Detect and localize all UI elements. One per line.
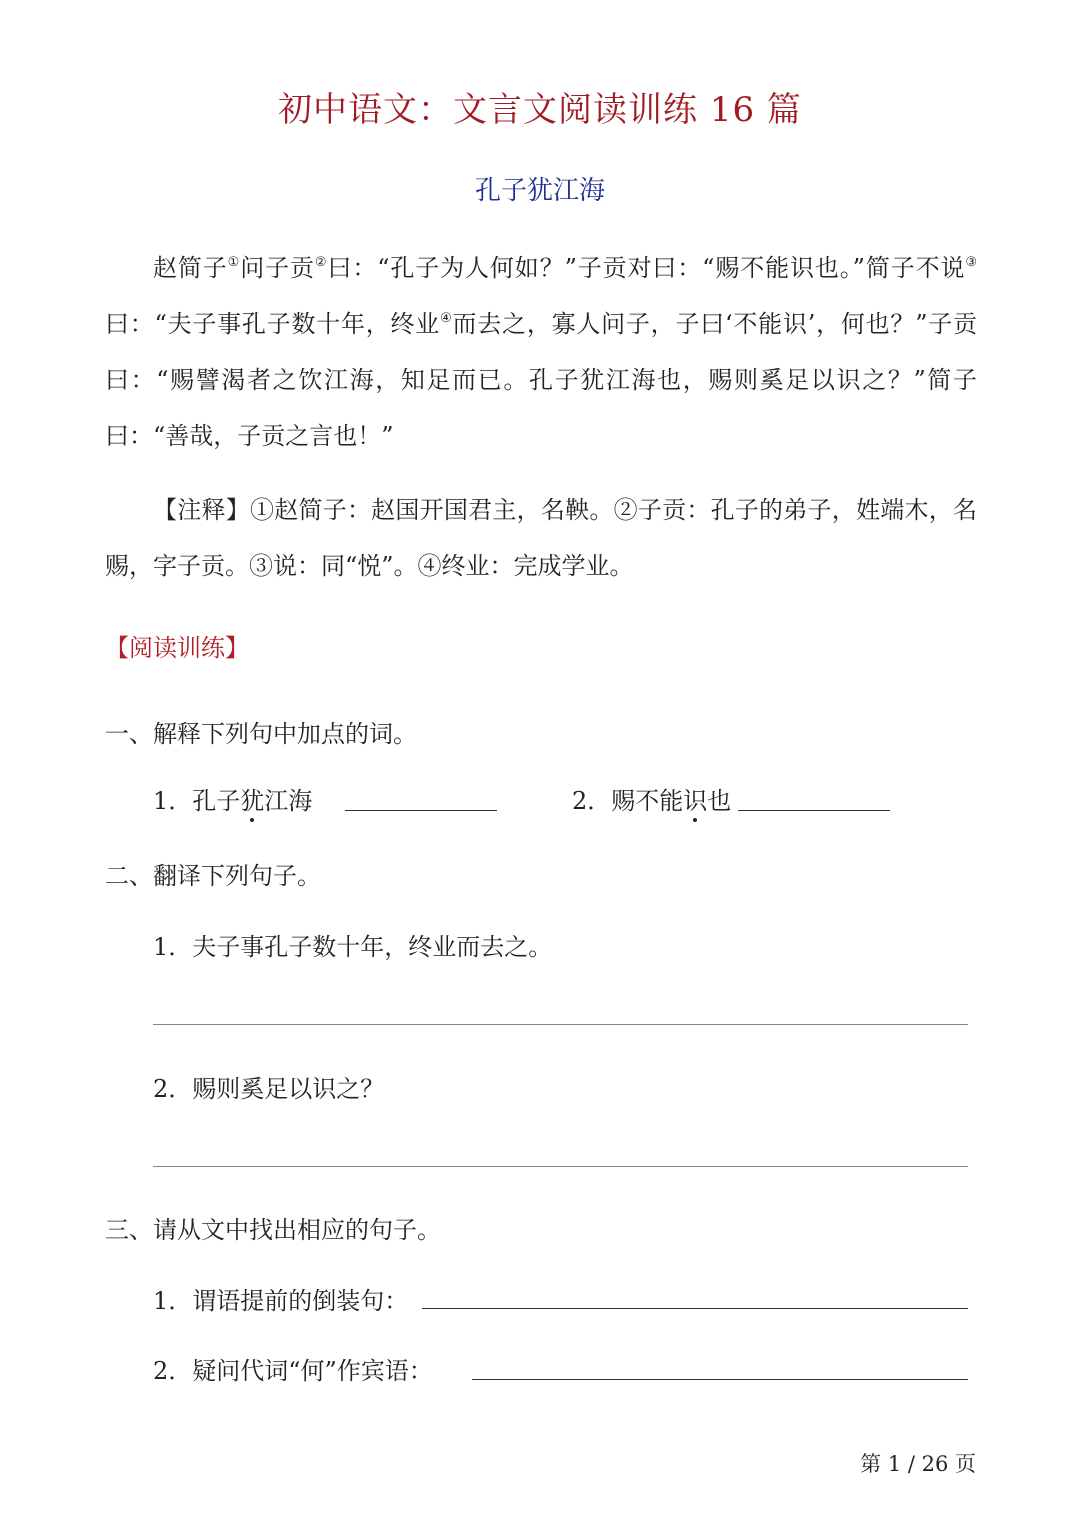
footnote-marker: ④ [440, 311, 453, 326]
answer-line[interactable] [472, 1379, 968, 1380]
passage-segment: 曰：“夫子事孔子数十年，终业 [105, 310, 441, 338]
footnote-marker: ② [314, 255, 328, 270]
question-1-item-1 [153, 781, 312, 816]
footnote-marker: ③ [965, 255, 978, 270]
question-1-heading: 一、解释下列句中加点的词。 [105, 720, 417, 748]
question-1-item-2 [572, 781, 731, 816]
item-number: 2． [572, 787, 612, 815]
question-2-heading: 二、翻译下列句子。 [105, 862, 321, 890]
footnote-marker: ① [227, 255, 241, 270]
question-3-heading: 三、请从文中找出相应的句子。 [105, 1216, 441, 1244]
passage-segment: 而去之，寡人问子，子曰‘不能识’，何也？”子贡曰：“赐譬渴者之饮江海，知足而已。孔子犹江海也，赐则奚足以识之？”简子曰：“善哉，子贡之言也！” [105, 310, 978, 450]
annotation-notes: 【注释】①赵简子：赵国开国君主，名鞅。②子贡：孔子的弟子，姓端木，名赐，字子贡。③说：同“悦”。④终业：完成学业。 [105, 496, 977, 580]
answer-line[interactable] [422, 1308, 968, 1309]
document-title: 初中语文：文言文阅读训练 16 篇 [278, 90, 802, 130]
item-text: 赐不能 [611, 787, 684, 815]
question-3-item-2: 2．疑问代词“何”作宾语： [153, 1357, 433, 1385]
item-number: 1． [153, 787, 193, 815]
dotted-word: 犹 [240, 781, 264, 816]
question-2-item-1: 1．夫子事孔子数十年，终业而去之。 [153, 933, 553, 961]
question-3-item-1: 1．谓语提前的倒装句： [153, 1287, 409, 1315]
page-number: 第 1 / 26 页 [860, 1452, 976, 1476]
item-text: 江海 [264, 787, 313, 815]
passage-segment: 赵简子 [153, 254, 228, 282]
passage-title: 孔子犹江海 [474, 176, 605, 206]
answer-blank[interactable] [738, 784, 890, 811]
dotted-word: 识 [683, 781, 707, 816]
answer-line[interactable] [153, 1166, 968, 1167]
item-text: 也 [707, 787, 732, 815]
answer-blank[interactable] [345, 784, 497, 811]
passage-segment: 问子贡 [240, 254, 315, 282]
question-2-item-2: 2．赐则奚足以识之？ [153, 1075, 385, 1103]
section-heading: 【阅读训练】 [105, 634, 249, 662]
item-text: 孔子 [192, 787, 241, 815]
answer-line[interactable] [153, 1024, 968, 1025]
passage-text [105, 240, 977, 464]
passage-segment: 曰：“孔子为人何如？”子贡对曰：“赐不能识也。”简子不说 [327, 254, 966, 282]
